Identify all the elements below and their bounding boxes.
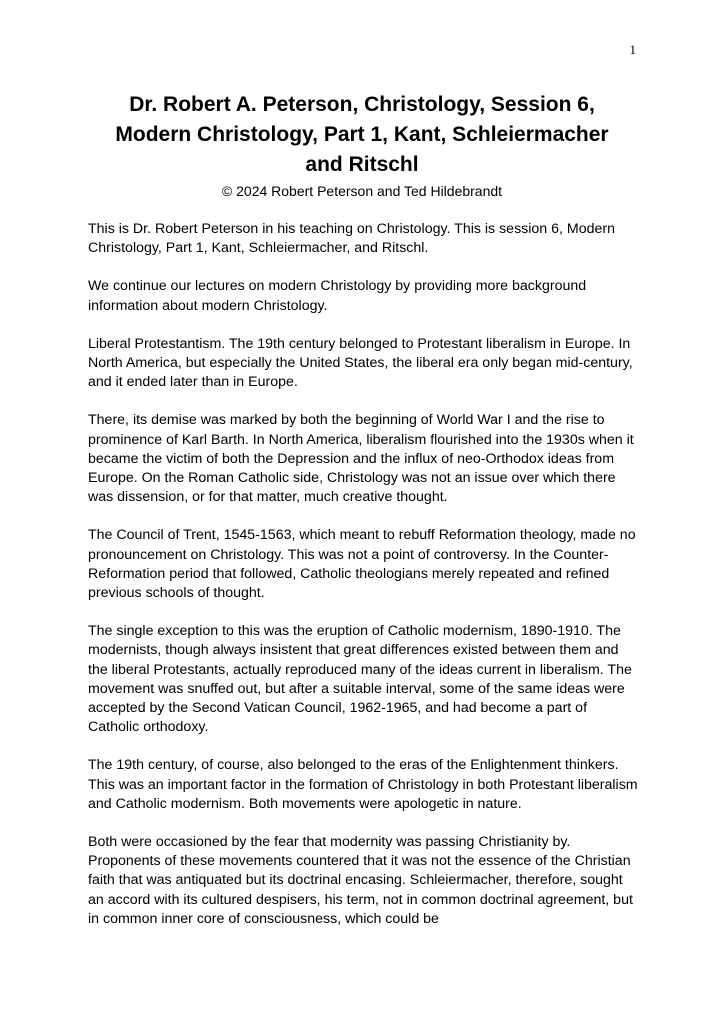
copyright-line: © 2024 Robert Peterson and Ted Hildebrandt [221, 183, 503, 199]
document-title [88, 90, 636, 180]
document-body [88, 220, 638, 948]
title-line-3: and Ritschl [305, 153, 419, 176]
title-line-1: Dr. Robert A. Peterson, Christology, Session 6, [129, 93, 595, 116]
paragraph-5: The Council of Trent, 1545-1563, which meant to rebuff Reformation theology, made no pronouncement on Christology. This was not a point of controversy. In the Counter-Reformation period that followed, Catholic theologians merely repeated and refined previous schools of thought. [88, 527, 636, 602]
paragraph-2: We continue our lectures on modern Christology by providing more background information about modern Christology. [88, 278, 587, 314]
page-number: 1 [629, 42, 636, 57]
document-header [88, 90, 636, 200]
paragraph-8: Both were occasioned by the fear that modernity was passing Christianity by. Proponents of these movements countered that it was not the essence of the Christian faith that was antiquated but its doctrinal encasing. Schleiermacher, therefore, sought an accord with its cultured despisers, his term, not in common doctrinal agreement, but in common inner core of consciousness, which could be [88, 834, 633, 927]
paragraph-1: This is Dr. Robert Peterson in his teaching on Christology. This is session 6, Modern Christology, Part 1, Kant, Schleiermacher, and Ritschl. [88, 221, 616, 257]
paragraph-3: Liberal Protestantism. The 19th century belonged to Protestant liberalism in Europe. In North America, but especially the United States, the liberal era only began mid-century, and it ended later than in Europe. [88, 335, 633, 391]
paragraph-6: The single exception to this was the eruption of Catholic modernism, 1890-1910. The modernists, though always insistent that great differences existed between them and the liberal Protestants, actually reproduced many of the ideas current in liberalism. The movement was snuffed out, but after a suitable interval, some of the same ideas were accepted by the Second Vatican Council, 1962-1965, and had become a part of Catholic orthodoxy. [88, 623, 632, 736]
paragraph-4: There, its demise was marked by both the beginning of World War I and the rise to prominence of Karl Barth. In North America, liberalism flourished into the 1930s when it became the victim of both the Depression and the influx of neo-Orthodox ideas from Europe. On the Roman Catholic side, Christology was not an issue over which there was dissension, or for that matter, much creative thought. [88, 412, 634, 506]
paragraph-7: The 19th century, of course, also belonged to the eras of the Enlightenment thinkers. This was an important factor in the formation of Christology in both Protestant liberalism and Catholic modernism. Both movements were apologetic in nature. [88, 757, 638, 812]
title-line-2: Modern Christology, Part 1, Kant, Schleiermacher [115, 123, 609, 146]
